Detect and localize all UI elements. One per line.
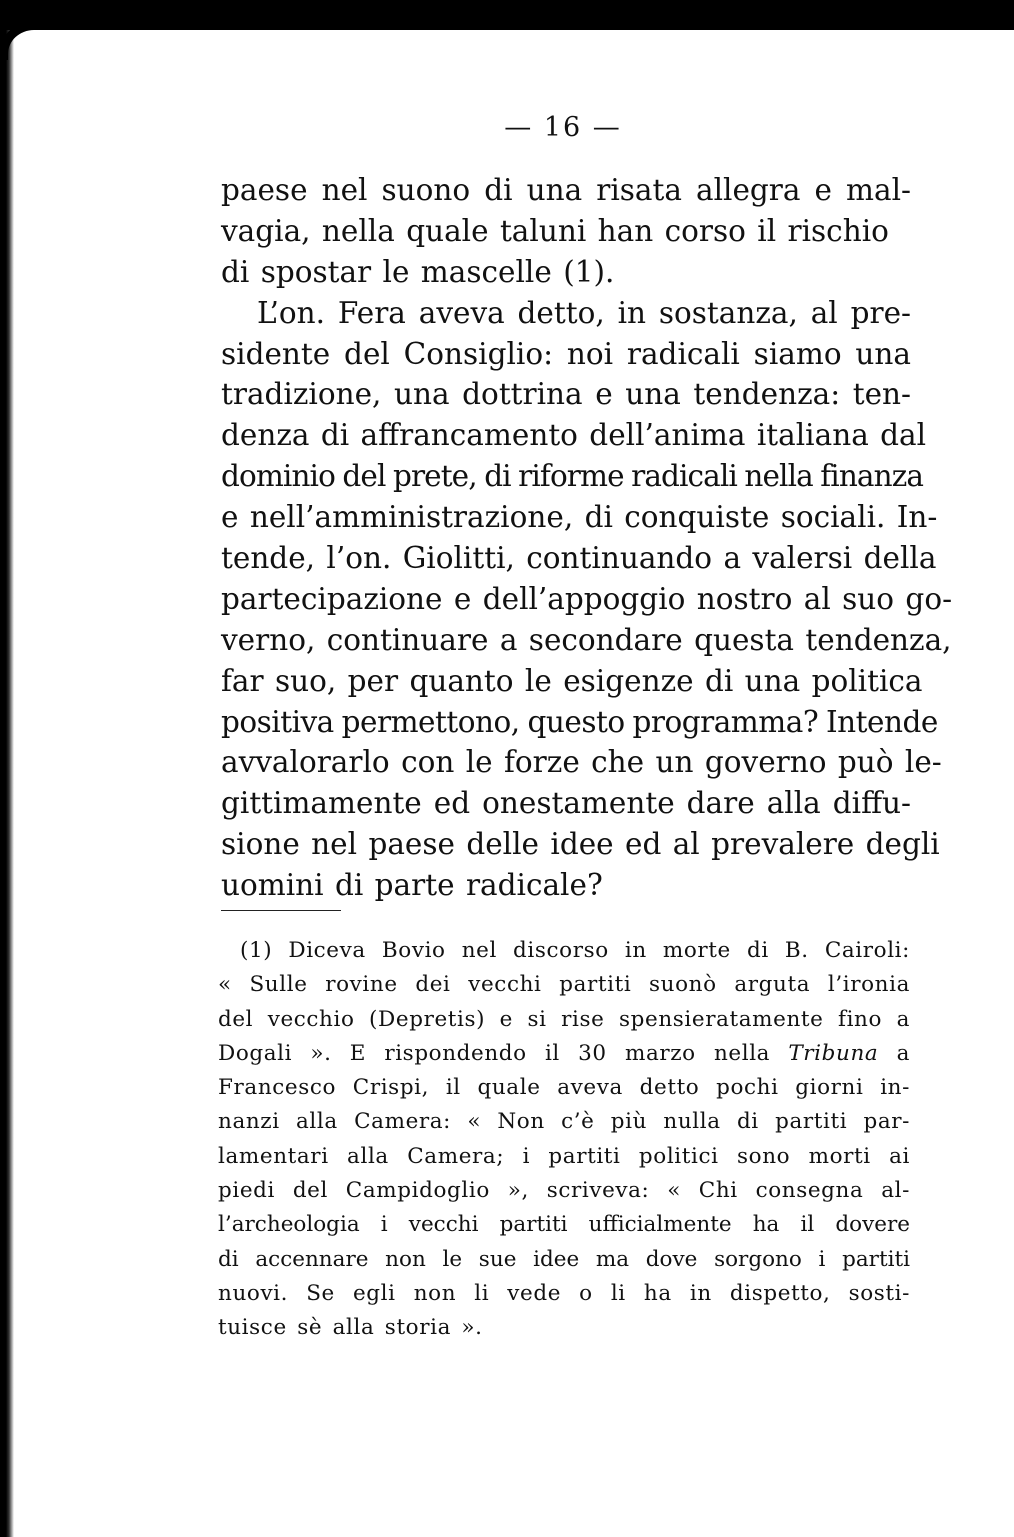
- footnote-line: del vecchio (Depretis) e si rise spensieratamente fino a: [218, 1006, 910, 1032]
- body-line: denza di affrancamento dell’anima italiana dal: [221, 418, 927, 453]
- footnote-separator: [221, 910, 341, 911]
- body-text: [221, 170, 953, 906]
- footnote-line: « Sulle rovine dei vecchi partiti suonò arguta l’ironia: [218, 972, 910, 998]
- body-line: di spostar le mascelle (1).: [221, 254, 615, 289]
- footnote-line: lamentari alla Camera; i partiti politici sono morti ai: [218, 1143, 910, 1169]
- scan-border-left: [0, 30, 14, 1537]
- body-line: uomini di parte radicale?: [221, 868, 603, 903]
- footnote-italic-title: Tribuna: [788, 1040, 879, 1066]
- body-line: tende, l’on. Giolitti, continuando a valersi della: [221, 541, 937, 576]
- page-number: — 16 —: [504, 112, 622, 143]
- footnote-line: Francesco Crispi, il quale aveva detto pochi giorni in-: [218, 1075, 910, 1101]
- footnote-line: nanzi alla Camera: « Non c’è più nulla di partiti par-: [218, 1109, 910, 1135]
- footnote-line: nuovi. Se egli non li vede o li ha in dispetto, sosti-: [218, 1280, 910, 1306]
- footnote-line: (1) Diceva Bovio nel discorso in morte di B. Cairoli:: [240, 938, 910, 963]
- body-line: verno, continuare a secondare questa tendenza,: [221, 622, 952, 657]
- body-line: dominio del prete, di riforme radicali nella finanza: [221, 459, 924, 494]
- body-line: e nell’amministrazione, di conquiste sociali. In-: [221, 500, 938, 535]
- scan-border-top: [0, 0, 1014, 30]
- body-line: tradizione, una dottrina e una tendenza: ten-: [221, 377, 911, 412]
- footnote-line: piedi del Campidoglio », scriveva: « Chi consegna al-: [218, 1178, 910, 1204]
- body-line: gittimamente ed onestamente dare alla diffu-: [221, 786, 911, 821]
- body-line: paese nel suono di una risata allegra e mal-: [221, 173, 911, 207]
- body-line: vagia, nella quale taluni han corso il rischio: [221, 213, 889, 248]
- body-line: sidente del Consiglio: noi radicali siamo una: [221, 336, 911, 371]
- body-line: far suo, per quanto le esigenze di una politica: [221, 663, 923, 698]
- footnote-line: l’archeologia i vecchi partiti ufficialmente ha il dovere: [218, 1212, 910, 1238]
- body-line: partecipazione e dell’appoggio nostro al suo go-: [221, 581, 953, 616]
- body-line: L’on. Fera aveva detto, in sostanza, al pre-: [257, 295, 911, 330]
- footnote-line: di accennare non le sue idee ma dove sorgono i partiti: [218, 1246, 910, 1272]
- body-line: sione nel paese delle idee ed al prevalere degli: [221, 827, 940, 862]
- body-line: positiva permettono, questo programma? Intende: [221, 704, 938, 739]
- footnote: [218, 934, 910, 1346]
- footnote-line: Dogali ». E rispondendo il 30 marzo nella Tribuna a: [218, 1040, 911, 1066]
- body-line: avvalorarlo con le forze che un governo può le-: [221, 745, 942, 780]
- footnote-line: tuisce sè alla storia ».: [218, 1315, 483, 1341]
